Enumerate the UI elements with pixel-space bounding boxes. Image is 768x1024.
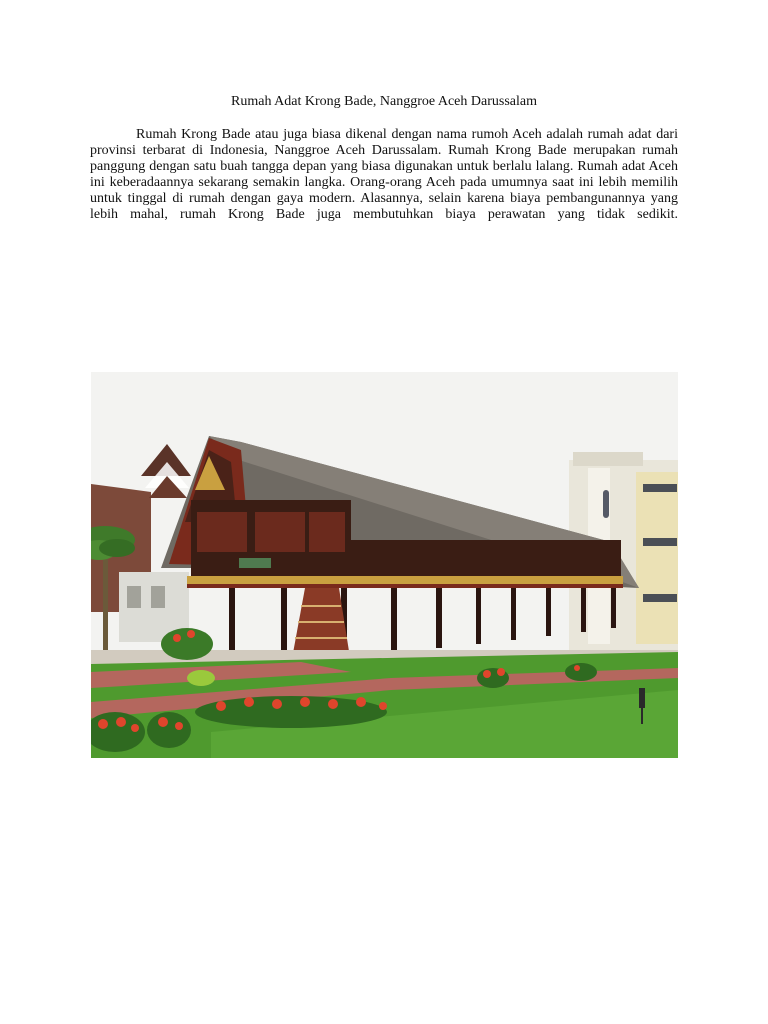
house-photo [91, 372, 678, 758]
house-photo-illustration [91, 372, 678, 758]
page-title: Rumah Adat Krong Bade, Nanggroe Aceh Darussalam [231, 94, 537, 109]
body-paragraph: Rumah Krong Bade atau juga biasa dikenal dengan nama rumoh Aceh adalah rumah adat dari provinsi terbarat di Indonesia, Nanggroe Aceh Darussalam. Rumah Krong Bade merupakan rumah panggung dengan satu buah tangga depan yang biasa digunakan untuk berlalu lalang. Rumah adat Aceh ini keberadaannya sekarang semakin langka. Orang-orang Aceh pada umumnya saat ini lebih memilih untuk tinggal di rumah dengan gaya modern. Alasannya, selain karena biaya pembangunannya yang lebih mahal, rumah Krong Bade juga membutuhkan biaya perawatan yang tidak sedikit. [90, 127, 678, 222]
signpost [639, 688, 645, 708]
